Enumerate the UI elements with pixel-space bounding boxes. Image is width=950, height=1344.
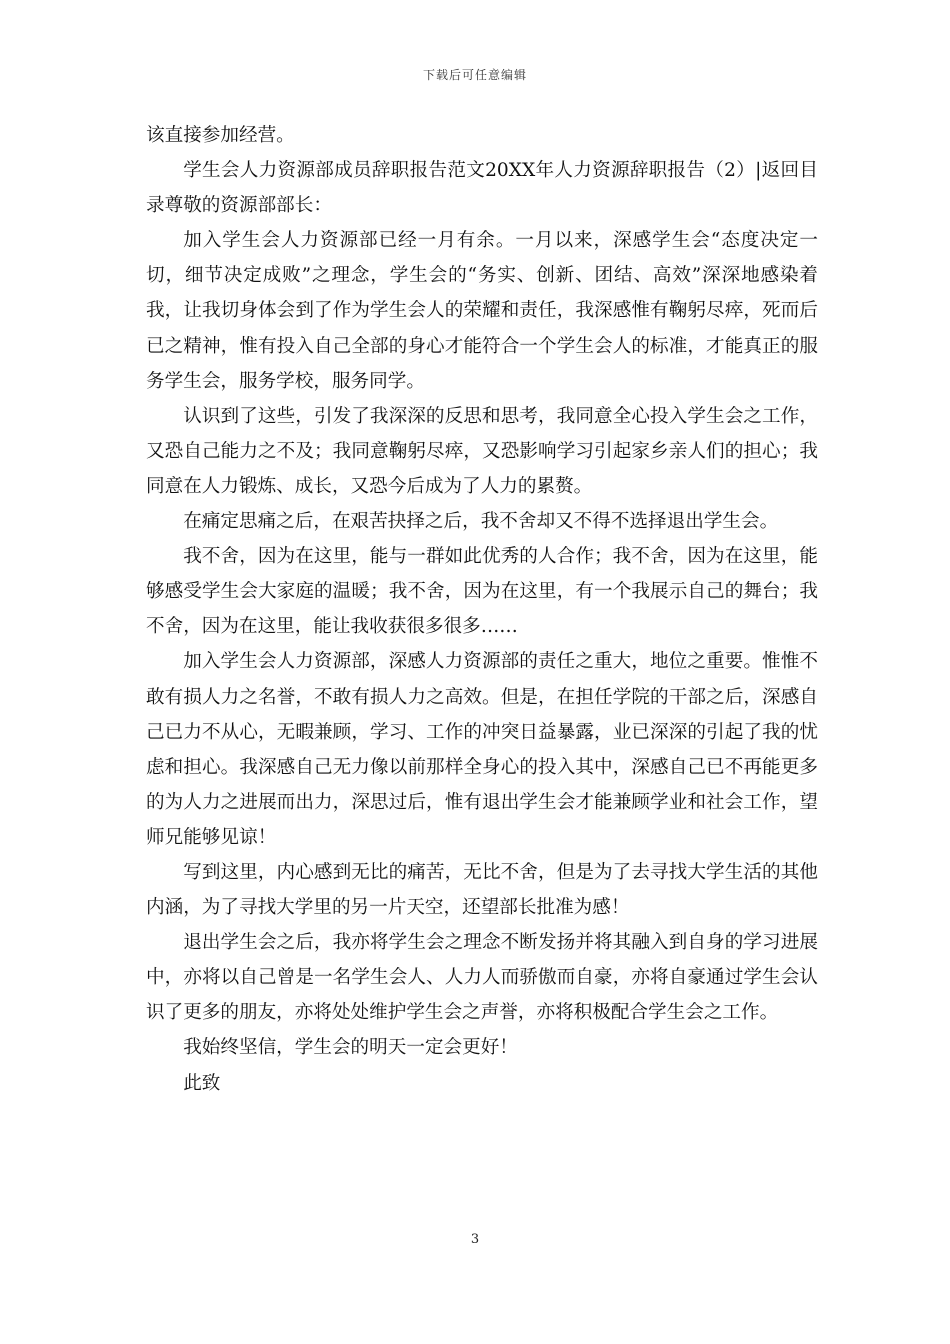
paragraph: 我始终坚信，学生会的明天一定会更好！ [183,1037,518,1059]
paragraph: 加入学生会人力资源部，深感人力资源部的责任之重大，地位之重要。惟惟不敢有损人力之名誉，不敢有损人力之高效。但是，在担任学院的干部之后，深感自己已力不从心，无暇兼顾，学习、工作的冲突日益暴露，业已深深的引起了我的忧虑和担心。我深感自己无力像以前那样全身心的投入其中，深感自己已不再能更多的为人力之进展而出力，深思过后，惟有退出学生会才能兼顾学业和社会工作，望师兄能够见谅！ [146,651,818,848]
document-body [146,118,818,1101]
paragraph-continuation: 该直接参加经营。 [146,125,295,146]
paragraph: 加入学生会人力资源部已经一月有余。一月以来，深感学生会“态度决定一切，细节决定成败”之理念，学生会的“务实、创新、团结、高效”深深地感染着我，让我切身体会到了作为学生会人的荣耀和责任，我深感惟有鞠躬尽瘁，死而后已之精神，惟有投入自己全部的身心才能符合一个学生会人的标准，才能真正的服务学生会，服务学校，服务同学。 [146,230,818,392]
paragraph-section-title: 学生会人力资源部成员辞职报告范文20XX年人力资源辞职报告（2）|返回目录尊敬的资源部部长： [146,160,818,217]
page-number: 3 [470,1232,480,1247]
paragraph: 退出学生会之后，我亦将学生会之理念不断发扬并将其融入到自身的学习进展中，亦将以自己曾是一名学生会人、人力人而骄傲而自豪，亦将自豪通过学生会认识了更多的朋友，亦将处处维护学生会之声誉，亦将积极配合学生会之工作。 [146,932,818,1024]
paragraph: 在痛定思痛之后，在艰苦抉择之后，我不舍却又不得不选择退出学生会。 [183,511,779,533]
page-header: 下载后可任意编辑 [422,68,527,82]
paragraph-closing: 此致 [183,1072,221,1094]
paragraph: 认识到了这些，引发了我深深的反思和思考，我同意全心投入学生会之工作，又恐自己能力之不及；我同意鞠躬尽瘁，又恐影响学习引起家乡亲人们的担心；我同意在人力锻炼、成长，又恐今后成为了人力的累赘。 [146,405,818,497]
paragraph: 我不舍，因为在这里，能与一群如此优秀的人合作；我不舍，因为在这里，能够感受学生会大家庭的温暖；我不舍，因为在这里，有一个我展示自己的舞台；我不舍，因为在这里，能让我收获很多很多…… [146,546,818,638]
paragraph: 写到这里，内心感到无比的痛苦，无比不舍，但是为了去寻找大学生活的其他内涵，为了寻找大学里的另一片天空，还望部长批准为感！ [146,861,818,919]
